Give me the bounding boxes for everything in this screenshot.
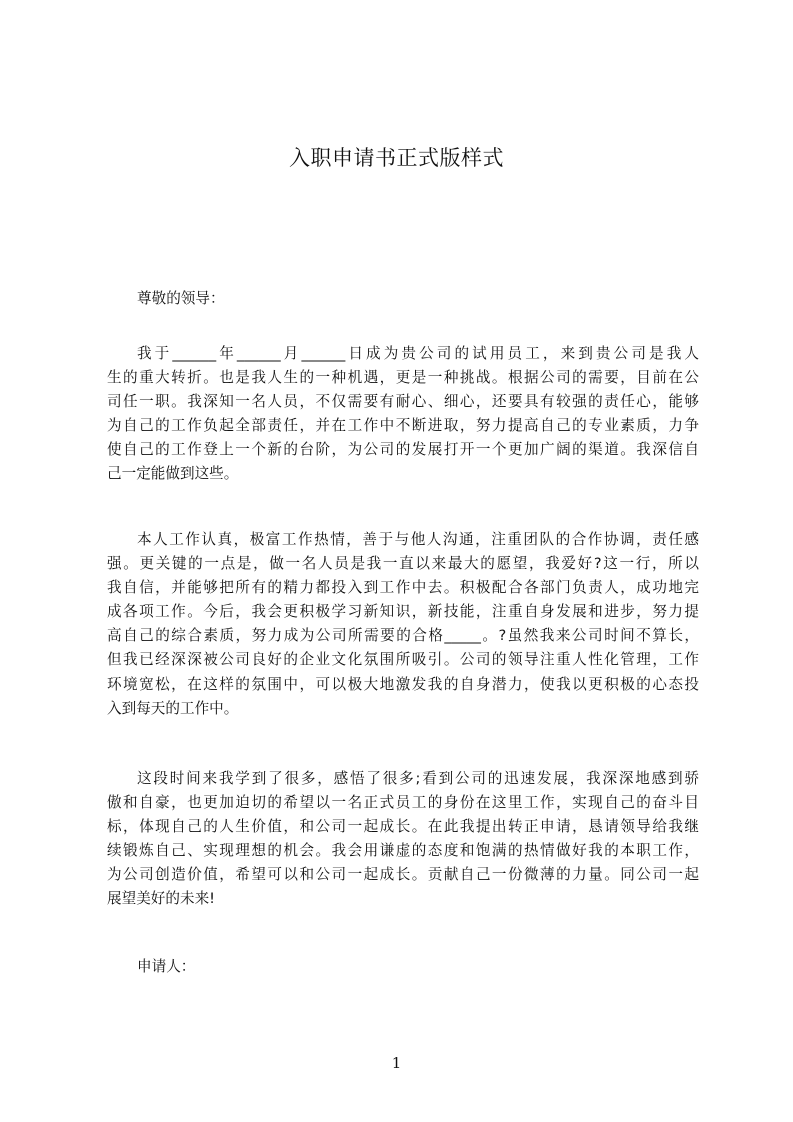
paragraph-line: 标，体现自己的人生价值，和公司一起成长。在此我提出转正申请，恳请领导给我继 [107, 818, 699, 836]
paragraph-line: 为自己的工作负起全部责任，并在工作中不断进取，努力提高自己的专业素质，力争 [107, 417, 699, 435]
paragraph-line: 己一定能做到这些。 [107, 465, 239, 483]
paragraph-1 [107, 342, 699, 487]
paragraph-line: 高自己的综合素质，努力成为公司所需要的合格_____。?虽然我来公司时间不算长， [107, 627, 699, 645]
paragraph-line: 入到每天的工作中。 [107, 699, 239, 717]
paragraph-line: 本人工作认真，极富工作热情，善于与他人沟通，注重团队的合作协调，责任感 [137, 531, 699, 548]
paragraph-line: 司任一职。我深知一名人员，不仅需要有耐心、细心，还要具有较强的责任心，能够 [107, 393, 699, 411]
paragraph-line: 傲和自豪，也更加迫切的希望以一名正式员工的身份在这里工作，实现自己的奋斗目 [107, 794, 699, 812]
paragraph-line: 为公司创造价值，希望可以和公司一起成长。贡献自己一份微薄的力量。同公司一起 [107, 866, 699, 884]
paragraph-2 [107, 528, 699, 721]
signature-label: 申请人： [137, 958, 196, 975]
paragraph-line: 环境宽松，在这样的氛围中，可以极大地激发我的自身潜力，使我以更积极的心态投 [107, 675, 699, 693]
paragraph-line: 这段时间来我学到了很多，感悟了很多;看到公司的迅速发展，我深深地感到骄 [137, 770, 699, 787]
paragraph-3 [107, 767, 699, 912]
paragraph-line: 展望美好的未来! [107, 890, 216, 908]
paragraph-line: 使自己的工作登上一个新的台阶，为公司的发展打开一个更加广阔的渠道。我深信自 [107, 441, 699, 459]
paragraph-line: 续锻炼自己、实现理想的机会。我会用谦虚的态度和饱满的热情做好我的本职工作， [107, 842, 699, 860]
page-number: 1 [391, 1054, 402, 1072]
document-title: 入职申请书正式版样式 [289, 146, 504, 170]
paragraph-line: 但我已经深深被公司良好的企业文化氛围所吸引。公司的领导注重人性化管理，工作 [107, 651, 699, 669]
paragraph-line: 成各项工作。今后，我会更积极学习新知识，新技能，注重自身发展和进步，努力提 [107, 603, 699, 621]
paragraph-line: 强。更关键的一点是，做一名人员是我一直以来最大的愿望，我爱好?这一行，所以 [107, 555, 699, 573]
paragraph-line: 我自信，并能够把所有的精力都投入到工作中去。积极配合各部门负责人，成功地完 [107, 579, 699, 597]
salutation: 尊敬的领导： [137, 290, 225, 307]
paragraph-line: 我于______年______月______日成为贵公司的试用员工，来到贵公司是我人 [137, 345, 699, 362]
paragraph-line: 生的重大转折。也是我人生的一种机遇，更是一种挑战。根据公司的需要，目前在公 [107, 369, 699, 387]
